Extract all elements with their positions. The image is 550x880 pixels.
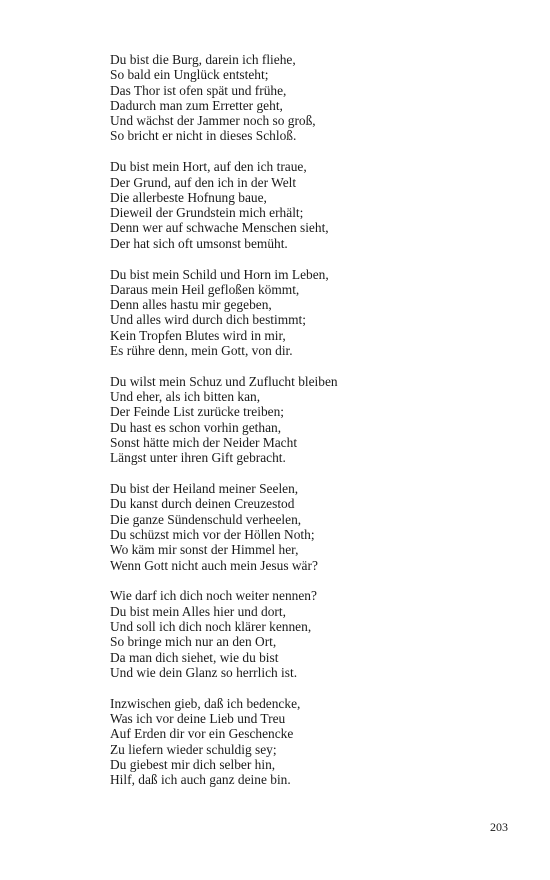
verse-line: Du bist die Burg, darein ich fliehe, [110,52,296,67]
verse-line: Da man dich siehet, wie du bist [110,649,279,665]
verse-line: Du schüzst mich vor der Höllen Noth; [110,527,315,543]
verse-line: Wenn Gott nicht auch mein Jesus wär? [110,557,318,573]
verse-line: Inzwischen gieb, daß ich bedencke, [110,695,301,711]
verse-line: Denn wer auf schwache Menschen sieht, [110,220,329,236]
verse-line: So bringe mich nur an den Ort, [110,634,277,650]
verse-line: Du bist mein Hort, auf den ich traue, [110,159,307,175]
verse-line: Hilf, daß ich auch ganz deine bin. [110,772,291,788]
page-number: 203 [490,820,508,834]
stanza [110,267,510,359]
verse-line: Du bist mein Alles hier und dort, [110,603,286,619]
verse-line: Auf Erden dir vor ein Geschencke [110,726,294,742]
verse-line: Die allerbeste Hofnung baue, [110,189,267,205]
verse-line: Du kanst durch deinen Creuzestod [110,496,295,512]
verse-line: Längst unter ihren Gift gebracht. [110,450,286,466]
poem-text [110,52,510,803]
stanza [110,588,510,680]
verse-line: Die ganze Sündenschuld verheelen, [110,511,302,527]
stanza [110,696,510,788]
verse-line: Und soll ich dich noch klärer kennen, [110,619,312,634]
verse-line: Der Feinde List zurücke treiben; [110,404,285,420]
verse-line: Denn alles hastu mir gegeben, [110,297,272,313]
stanza [110,374,510,466]
verse-line: Und eher, als ich bitten kan, [110,389,261,405]
verse-line: Wie darf ich dich noch weiter nennen? [110,588,317,604]
verse-line: Daraus mein Heil gefloßen kömmt, [110,281,300,297]
verse-line: Du giebest mir dich selber hin, [110,756,276,772]
verse-line: Zu liefern wieder schuldig sey; [110,741,277,757]
verse-line: Sonst hätte mich der Neider Macht [110,435,298,451]
stanza [110,481,510,573]
verse-line: Es rühre denn, mein Gott, von dir. [110,343,293,359]
verse-line: Der hat sich oft umsonst bemüht. [110,235,288,251]
verse-line: Der Grund, auf den ich in der Welt [110,174,297,190]
verse-line: So bricht er nicht in dieses Schloß. [110,128,297,144]
verse-line: Und wächst der Jammer noch so groß, [110,113,316,129]
verse-line: Wo käm mir sonst der Himmel her, [110,542,299,558]
verse-line: Und wie dein Glanz so herrlich ist. [110,664,298,680]
verse-line: Dadurch man zum Erretter geht, [110,97,283,113]
verse-line: So bald ein Unglück entsteht; [110,67,269,83]
verse-line: Du hast es schon vorhin gethan, [110,419,282,435]
verse-line: Das Thor ist ofen spät und frühe, [110,82,287,98]
verse-line: Du wilst mein Schuz und Zuflucht bleiben [110,373,338,389]
verse-line: Was ich vor deine Lieb und Treu [110,710,286,726]
verse-line: Du bist mein Schild und Horn im Leben, [110,266,329,282]
verse-line: Du bist der Heiland meiner Seelen, [110,481,299,497]
verse-line: Dieweil der Grundstein mich erhält; [110,205,304,221]
verse-line: Kein Tropfen Blutes wird in mir, [110,327,286,343]
verse-line: Und alles wird durch dich bestimmt; [110,312,306,328]
stanza [110,159,510,251]
stanza [110,52,510,144]
